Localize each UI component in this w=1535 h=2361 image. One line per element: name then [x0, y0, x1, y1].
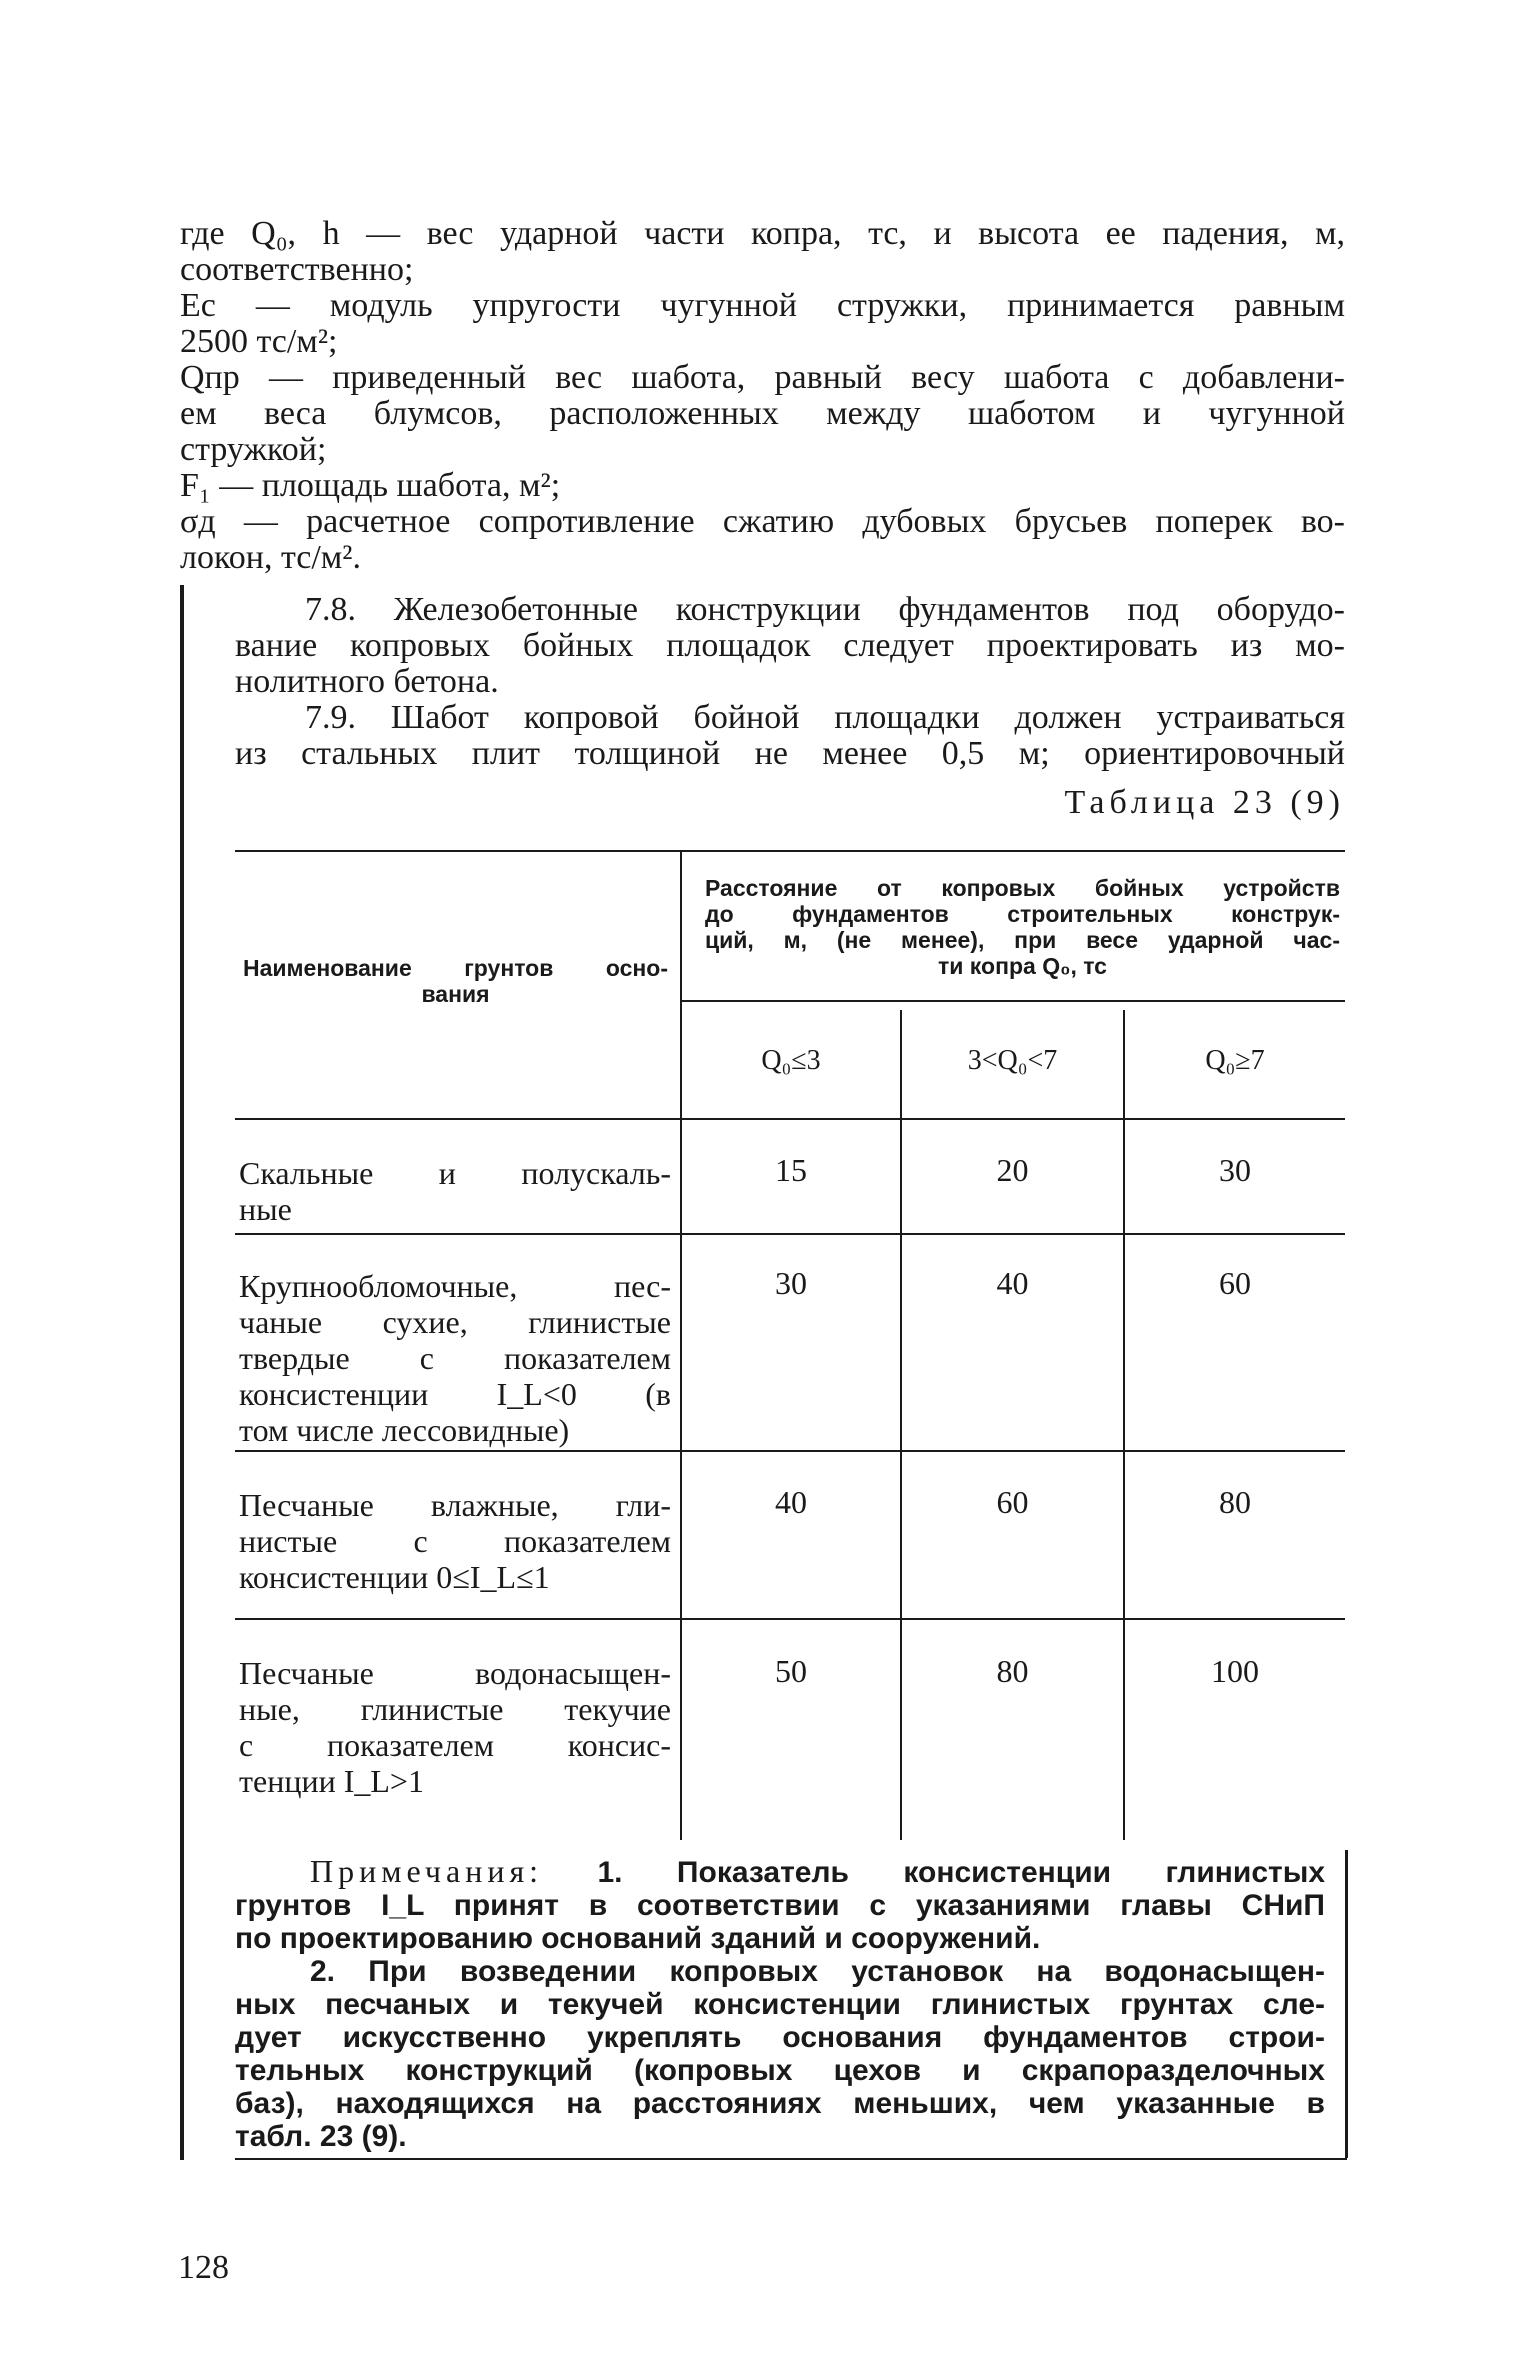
para-line: из стальных плит толщиной не менее 0,5 м; ориентировочный	[235, 735, 1345, 772]
row-line: ные	[239, 1191, 292, 1227]
bottom-rule	[235, 2158, 1347, 2160]
row-rule	[235, 1618, 1345, 1620]
table-cell: 60	[1219, 1265, 1251, 1301]
intro-line: локон, тс/м².	[180, 539, 361, 576]
note-line: по проектированию оснований зданий и сооружений.	[235, 1922, 1041, 1955]
intro-line: 2500 тс/м²;	[180, 323, 338, 360]
table-top-rule	[235, 850, 1345, 852]
note-line: дует искусственно укреплять основания фундаментов строи-	[235, 2021, 1325, 2054]
note-line: тельных конструкций (копровых цехов и скрапоразделочных	[235, 2054, 1325, 2087]
table-cell: 60	[996, 1484, 1029, 1520]
table-notes	[235, 1855, 1325, 2153]
note-line: грунтов I_L принят в соответствии с указаниями главы СНиП	[235, 1889, 1325, 1922]
row-rule	[235, 1233, 1345, 1235]
para-line: вание копровых бойных площадок следует проектировать из мо-	[235, 627, 1345, 664]
para-line: 7.9. Шабот копровой бойной площадки должен устраиваться	[305, 699, 1345, 736]
table-caption: Таблица 23 (9)	[1064, 784, 1345, 821]
intro-definitions	[180, 216, 1345, 576]
table-cell: 80	[1219, 1484, 1251, 1520]
header-line: Наименование грунтов осно-	[243, 955, 668, 981]
row-line: с показателем консис-	[239, 1727, 671, 1763]
table-cell: 50	[775, 1653, 807, 1689]
table-cell: 30	[1219, 1152, 1251, 1188]
row-rule	[235, 1450, 1345, 1452]
table-cell: 100	[1211, 1653, 1259, 1689]
table-row-name	[239, 1655, 671, 1799]
intro-line: соответственно;	[180, 251, 414, 288]
para-line: нолитного бетона.	[235, 663, 499, 700]
col-rule	[900, 1010, 902, 1840]
subheader-q-3-7: 3<Q₀<7	[967, 1045, 1058, 1076]
row-line: нистые с показателем	[239, 1523, 671, 1559]
subheader-q-ge-7: Q₀≥7	[1205, 1045, 1265, 1076]
table-cell: 30	[775, 1265, 807, 1301]
header-line: ти копра Q₀, тс	[938, 953, 1107, 979]
note-line: баз), находящихся на расстояниях меньших, чем указанные в	[235, 2087, 1325, 2120]
header-group-rule	[680, 1000, 1345, 1002]
header-bottom-rule	[235, 1118, 1345, 1120]
table-cell: 40	[775, 1484, 807, 1520]
note-line	[235, 1855, 1325, 1889]
page-number: 128	[178, 2249, 229, 2286]
row-line: Скальные и полускаль-	[239, 1155, 671, 1191]
table-cell: 40	[996, 1265, 1029, 1301]
table-cell: 80	[996, 1653, 1029, 1689]
table-cell: 15	[775, 1152, 807, 1188]
intro-line: где Q₀, h — вес ударной части копра, тс, и высота ее падения, м,	[180, 215, 1345, 252]
note-line: 2. При возведении копровых установок на водонасыщен-	[310, 1955, 1325, 1988]
header-line: Расстояние от копровых бойных устройств	[705, 875, 1340, 901]
note-line: табл. 23 (9).	[235, 2120, 407, 2153]
margin-revision-bar	[180, 585, 184, 2160]
notes-title: Примечания:	[310, 1853, 544, 1889]
table-row-name	[239, 1155, 671, 1227]
row-line: тенции I_L>1	[239, 1763, 424, 1799]
row-line: Крупнообломочные, пес-	[239, 1268, 671, 1304]
distance-table	[235, 850, 1345, 1840]
row-line: консистенции 0≤I_L≤1	[239, 1559, 550, 1595]
paragraph-7-8	[235, 592, 1345, 700]
table-row-name	[239, 1268, 671, 1448]
header-soil-name	[243, 955, 668, 1007]
intro-line: Eс — модуль упругости чугунной стружки, принимается равным	[180, 287, 1345, 324]
col-rule	[680, 850, 682, 1840]
row-line: твердые с показателем	[239, 1340, 671, 1376]
margin-revision-bar-right	[1345, 1850, 1348, 2158]
row-line: Песчаные водонасыщен-	[239, 1655, 671, 1691]
row-line: консистенции I_L<0 (в	[239, 1376, 671, 1412]
intro-line: стружкой;	[180, 431, 327, 468]
header-line: ций, м, (не менее), при весе ударной час-	[705, 927, 1340, 953]
table-cell: 20	[996, 1152, 1029, 1188]
paragraph-7-9	[235, 700, 1345, 772]
intro-line: σд — расчетное сопротивление сжатию дубовых брусьев поперек во-	[180, 503, 1345, 540]
row-line: том числе лессовидные)	[239, 1412, 570, 1448]
table-row-name	[239, 1487, 671, 1595]
col-rule	[1123, 1010, 1125, 1840]
header-line: вания	[421, 981, 490, 1007]
row-line: ные, глинистые текучие	[239, 1691, 671, 1727]
row-line: чаные сухие, глинистые	[239, 1304, 671, 1340]
para-line: 7.8. Железобетонные конструкции фундаментов под оборудо-	[305, 591, 1345, 628]
intro-line: ем веса блумсов, расположенных между шаботом и чугунной	[180, 395, 1345, 432]
row-line: Песчаные влажные, гли-	[239, 1487, 671, 1523]
intro-line: F₁ — площадь шабота, м²;	[180, 467, 561, 504]
note-line: ных песчаных и текучей консистенции глинистых грунтах сле-	[235, 1988, 1325, 2021]
header-distance-group	[705, 875, 1340, 979]
header-line: до фундаментов строительных конструк-	[705, 901, 1340, 927]
subheader-q-le-3: Q₀≤3	[761, 1045, 821, 1076]
note-text: 1. Показатель консистенции глинистых	[597, 1856, 1326, 1889]
intro-line: Qпр — приведенный вес шабота, равный весу шабота с добавлени-	[180, 359, 1345, 396]
